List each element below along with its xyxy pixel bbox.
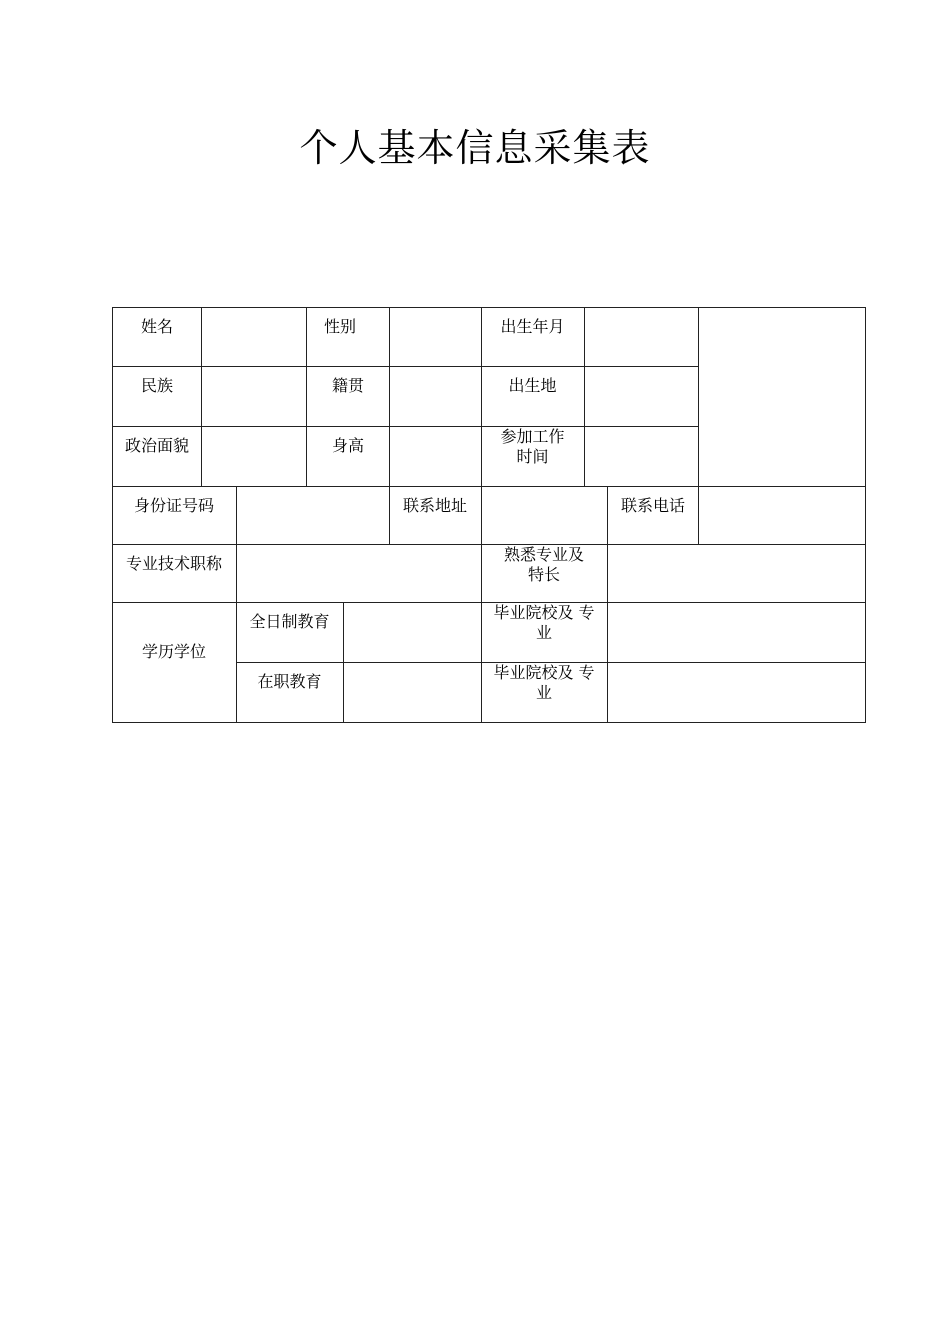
row-divider-1 bbox=[112, 366, 699, 367]
birthplace-field[interactable] bbox=[585, 366, 698, 426]
political-status-field[interactable] bbox=[202, 426, 306, 486]
address-field[interactable] bbox=[482, 486, 607, 544]
col-divider-d bbox=[481, 307, 482, 487]
row5-divider-a bbox=[236, 544, 237, 603]
table-border-left bbox=[112, 307, 113, 723]
phone-label: 联系电话 bbox=[620, 496, 685, 515]
row-divider-4 bbox=[112, 544, 866, 545]
native-place-label: 籍贯 bbox=[331, 376, 364, 395]
col-divider-e bbox=[584, 307, 585, 487]
row-divider-3 bbox=[112, 486, 866, 487]
row-divider-5 bbox=[112, 602, 866, 603]
edu-divider-a bbox=[236, 602, 237, 723]
birth-date-field[interactable] bbox=[585, 307, 698, 367]
height-label: 身高 bbox=[331, 436, 364, 455]
col-divider-photo bbox=[698, 307, 699, 545]
fulltime-education-label: 全日制教育 bbox=[249, 612, 330, 631]
specialty-label: 熟悉专业及 特长 bbox=[503, 545, 584, 584]
work-start-field[interactable] bbox=[585, 426, 698, 486]
name-field[interactable] bbox=[202, 307, 306, 367]
edu-divider-d bbox=[607, 602, 608, 723]
table-border-bottom bbox=[112, 722, 866, 723]
address-label: 联系地址 bbox=[402, 496, 467, 515]
inservice-education-label: 在职教育 bbox=[257, 672, 322, 691]
ethnicity-label: 民族 bbox=[140, 376, 173, 395]
col-divider-c bbox=[389, 307, 390, 487]
row5-divider-c bbox=[607, 544, 608, 603]
professional-title-field[interactable] bbox=[237, 544, 481, 602]
table-border-right bbox=[865, 307, 866, 723]
col-divider-b bbox=[306, 307, 307, 487]
inservice-school-major-label: 毕业院校及 专 业 bbox=[493, 663, 595, 702]
photo-area[interactable] bbox=[699, 307, 865, 487]
education-group-label: 学历学位 bbox=[141, 642, 206, 661]
ethnicity-field[interactable] bbox=[202, 366, 306, 426]
political-status-label: 政治面貌 bbox=[124, 436, 189, 455]
row4-divider-c bbox=[481, 486, 482, 545]
phone-field[interactable] bbox=[699, 486, 865, 544]
page-title: 个人基本信息采集表 bbox=[299, 126, 651, 170]
row4-divider-b bbox=[389, 486, 390, 545]
gender-label: 性别 bbox=[323, 317, 356, 336]
row-divider-6 bbox=[236, 662, 866, 663]
edu-divider-b bbox=[343, 602, 344, 723]
table-border-top bbox=[112, 307, 866, 308]
birth-date-label: 出生年月 bbox=[500, 317, 565, 336]
id-number-label: 身份证号码 bbox=[133, 496, 214, 515]
fulltime-school-major-field[interactable] bbox=[608, 602, 865, 662]
native-place-field[interactable] bbox=[390, 366, 481, 426]
col-divider-a bbox=[201, 307, 202, 487]
birthplace-label: 出生地 bbox=[508, 376, 557, 395]
row4-divider-a bbox=[236, 486, 237, 545]
name-label: 姓名 bbox=[140, 317, 173, 336]
inservice-education-field[interactable] bbox=[344, 662, 481, 722]
fulltime-school-major-label: 毕业院校及 专 业 bbox=[493, 603, 595, 642]
inservice-school-major-field[interactable] bbox=[608, 662, 865, 722]
fulltime-education-field[interactable] bbox=[344, 602, 481, 662]
height-field[interactable] bbox=[390, 426, 481, 486]
id-number-field[interactable] bbox=[237, 486, 389, 544]
row5-divider-b bbox=[481, 544, 482, 603]
row4-divider-d bbox=[607, 486, 608, 545]
gender-field[interactable] bbox=[390, 307, 481, 367]
row-divider-2 bbox=[112, 426, 699, 427]
edu-divider-c bbox=[481, 602, 482, 723]
professional-title-label: 专业技术职称 bbox=[125, 554, 222, 573]
specialty-field[interactable] bbox=[608, 544, 865, 602]
work-start-label: 参加工作 时间 bbox=[500, 427, 565, 466]
